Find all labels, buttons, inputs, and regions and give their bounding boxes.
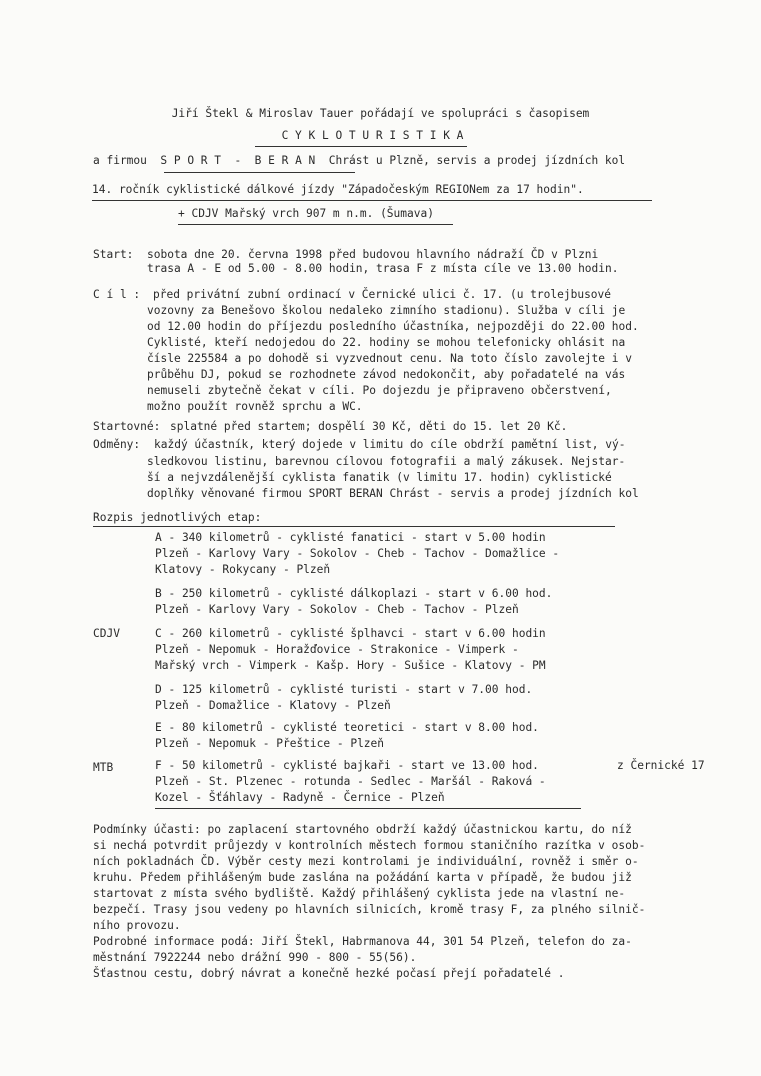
cil-line-8: možno použít rovněž sprchu a WC. [147,400,363,413]
startovne-text: splatné před startem; dospělí 30 Kč, děti do 15. let 20 Kč. [170,420,568,433]
cil-line-4: Cyklisté, kteří nedojedou do 22. hodiny se mohou telefonicky ohlásit na [147,336,626,349]
etapa-c-line-1: C - 260 kilometrů - cyklisté šplhavci - start v 6.00 hodin [155,627,546,640]
podminky-line-2: si nechá potvrdit průjezdy v kontrolních městech formou staničního razítka v osob- [93,839,646,852]
rozpis-title: Rozpis jednotlivých etap: [93,511,262,524]
odmeny-line-1: každý účastník, který dojede v limitu do cíle obdrží pamětní list, vý- [154,438,626,451]
etapa-b-line-1: B - 250 kilometrů - cyklisté dálkoplazi - start v 6.00 hod. [155,587,553,600]
podminky-line-1: Podmínky účasti: po zaplacení startovného obdrží každý účastnickou kartu, do níž [93,823,632,836]
podminky-line-6: bezpečí. Trasy jsou vedeny po hlavních silnicích, kromě trasy F, za plného silnič- [93,903,646,916]
header-firm-prefix: a firmou [93,154,147,167]
odmeny-line-3: ší a nejvzdálenější cyklista fanatik (v limitu 17. hodin) cyklistické [147,471,612,484]
podminky-line-4: kruhu. Předem přihlášeným bude zaslána na požádání karta v případě, že budou již [93,871,632,884]
etapa-c-line-2: Plzeň - Nepomuk - Horažďovice - Strakonice - Vimperk - [155,643,519,656]
event-title-underline [92,200,652,201]
rozpis-end-underline [155,808,581,809]
etapa-c-tag: CDJV [93,627,120,640]
odmeny-label: Odměny: [93,438,141,451]
start-line-2: trasa A - E od 5.00 - 8.00 hodin, trasa F z místa cíle ve 13.00 hodin. [147,262,619,275]
cil-line-1: před privátní zubní ordinací v Černické ulici č. 17. (u trolejbusové [153,288,612,301]
podminky-line-5: startovat z místa svého bydliště. Každý přihlášený cyklista jede na vlastní ne- [93,887,626,900]
header-magazine-name: C Y K L O T U R I S T I K A [281,129,464,142]
etapa-f-line-2: Plzeň - St. Plzenec - rotunda - Sedlec - Maršál - Raková - [155,775,546,788]
podminky-line-10: Šťastnou cestu, dobrý návrat a konečně hezké počasí přejí pořadatelé . [93,967,565,980]
etapa-c-line-3: Mařský vrch - Vimperk - Kašp. Hory - Sušice - Klatovy - PM [155,659,546,672]
header-event-title: 14. ročník cyklistické dálkové jízdy "Západočeským REGIONem za 17 hodin". [92,183,584,196]
cil-line-5: čísle 225584 a po dohodě si vyzvednout cenu. Na toto číslo zavolejte i v [147,352,632,365]
etapa-e-line-2: Plzeň - Nepomuk - Přeštice - Plzeň [155,737,385,750]
podminky-line-9: městnání 7922244 nebo drážní 990 - 800 - 55(56). [93,951,417,964]
etapa-a-line-3: Klatovy - Rokycany - Plzeň [155,563,331,576]
odmeny-line-4: doplňky věnované firmou SPORT BERAN Chrást - servis a prodej jízdních kol [147,487,639,500]
etapa-f-tag: MTB [93,761,114,774]
header-firm-name: S P O R T - B E R A N [160,154,316,167]
rozpis-underline [93,526,615,527]
cdjv-underline [178,224,453,225]
magazine-underline [255,146,467,147]
etapa-f-line-1: F - 50 kilometrů - cyklisté bajkaři - start ve 13.00 hod. [155,759,539,772]
start-line-1: sobota dne 20. června 1998 před budovou hlavního nádraží ČD v Plzni [147,248,599,261]
cil-line-6: průběhu DJ, pokud se rozhodnete závod nedokončit, aby pořadatelé na vás [147,368,626,381]
firm-underline [164,172,355,173]
etapa-a-line-2: Plzeň - Karlovy Vary - Sokolov - Cheb - Tachov - Domažlice - [155,547,560,560]
odmeny-line-2: sledkovou listinu, barevnou cílovou fotografii a malý zákusek. Nejstar- [147,455,626,468]
cil-label: C í l : [93,288,141,301]
etapa-f-note: z Černické 17 [617,759,705,772]
start-label: Start: [93,248,134,261]
header-cdjv-line: + CDJV Mařský vrch 907 m n.m. (Šumava) [178,207,434,220]
header-line-organizers: Jiří Štekl & Miroslav Tauer pořádají ve spolupráci s časopisem [171,107,590,120]
cil-line-2: vozovny za Benešovo školou nedaleko zimního stadionu). Služba v cíli je [147,304,626,317]
podminky-line-3: ních pokladnách ČD. Výběr cesty mezi kontrolami je individuální, rovněž i směr o- [93,855,639,868]
podminky-line-8: Podrobné informace podá: Jiří Štekl, Habrmanova 44, 301 54 Plzeň, telefon do za- [93,935,632,948]
cil-line-7: nemuseli zbytečně čekat v cíli. Po dojezdu je připraveno občerstvení, [147,384,612,397]
podminky-line-7: ního provozu. [93,919,181,932]
etapa-b-line-2: Plzeň - Karlovy Vary - Sokolov - Cheb - Tachov - Plzeň [155,603,519,616]
cil-line-3: od 12.00 hodin do příjezdu posledního účastníka, nejpozději do 22.00 hod. [147,320,639,333]
header-firm-line [93,154,625,168]
etapa-f-line-3: Kozel - Šťáhlavy - Radyně - Černice - Plzeň [155,791,445,804]
etapa-d-line-1: D - 125 kilometrů - cyklisté turisti - start v 7.00 hod. [155,683,533,696]
etapa-a-line-1: A - 340 kilometrů - cyklisté fanatici - start v 5.00 hodin [155,531,546,544]
etapa-d-line-2: Plzeň - Domažlice - Klatovy - Plzeň [155,699,391,712]
etapa-e-line-1: E - 80 kilometrů - cyklisté teoretici - start v 8.00 hod. [155,721,539,734]
header-firm-suffix: Chrást u Plzně, servis a prodej jízdních kol [328,154,626,167]
startovne-label: Startovné: [93,420,161,433]
